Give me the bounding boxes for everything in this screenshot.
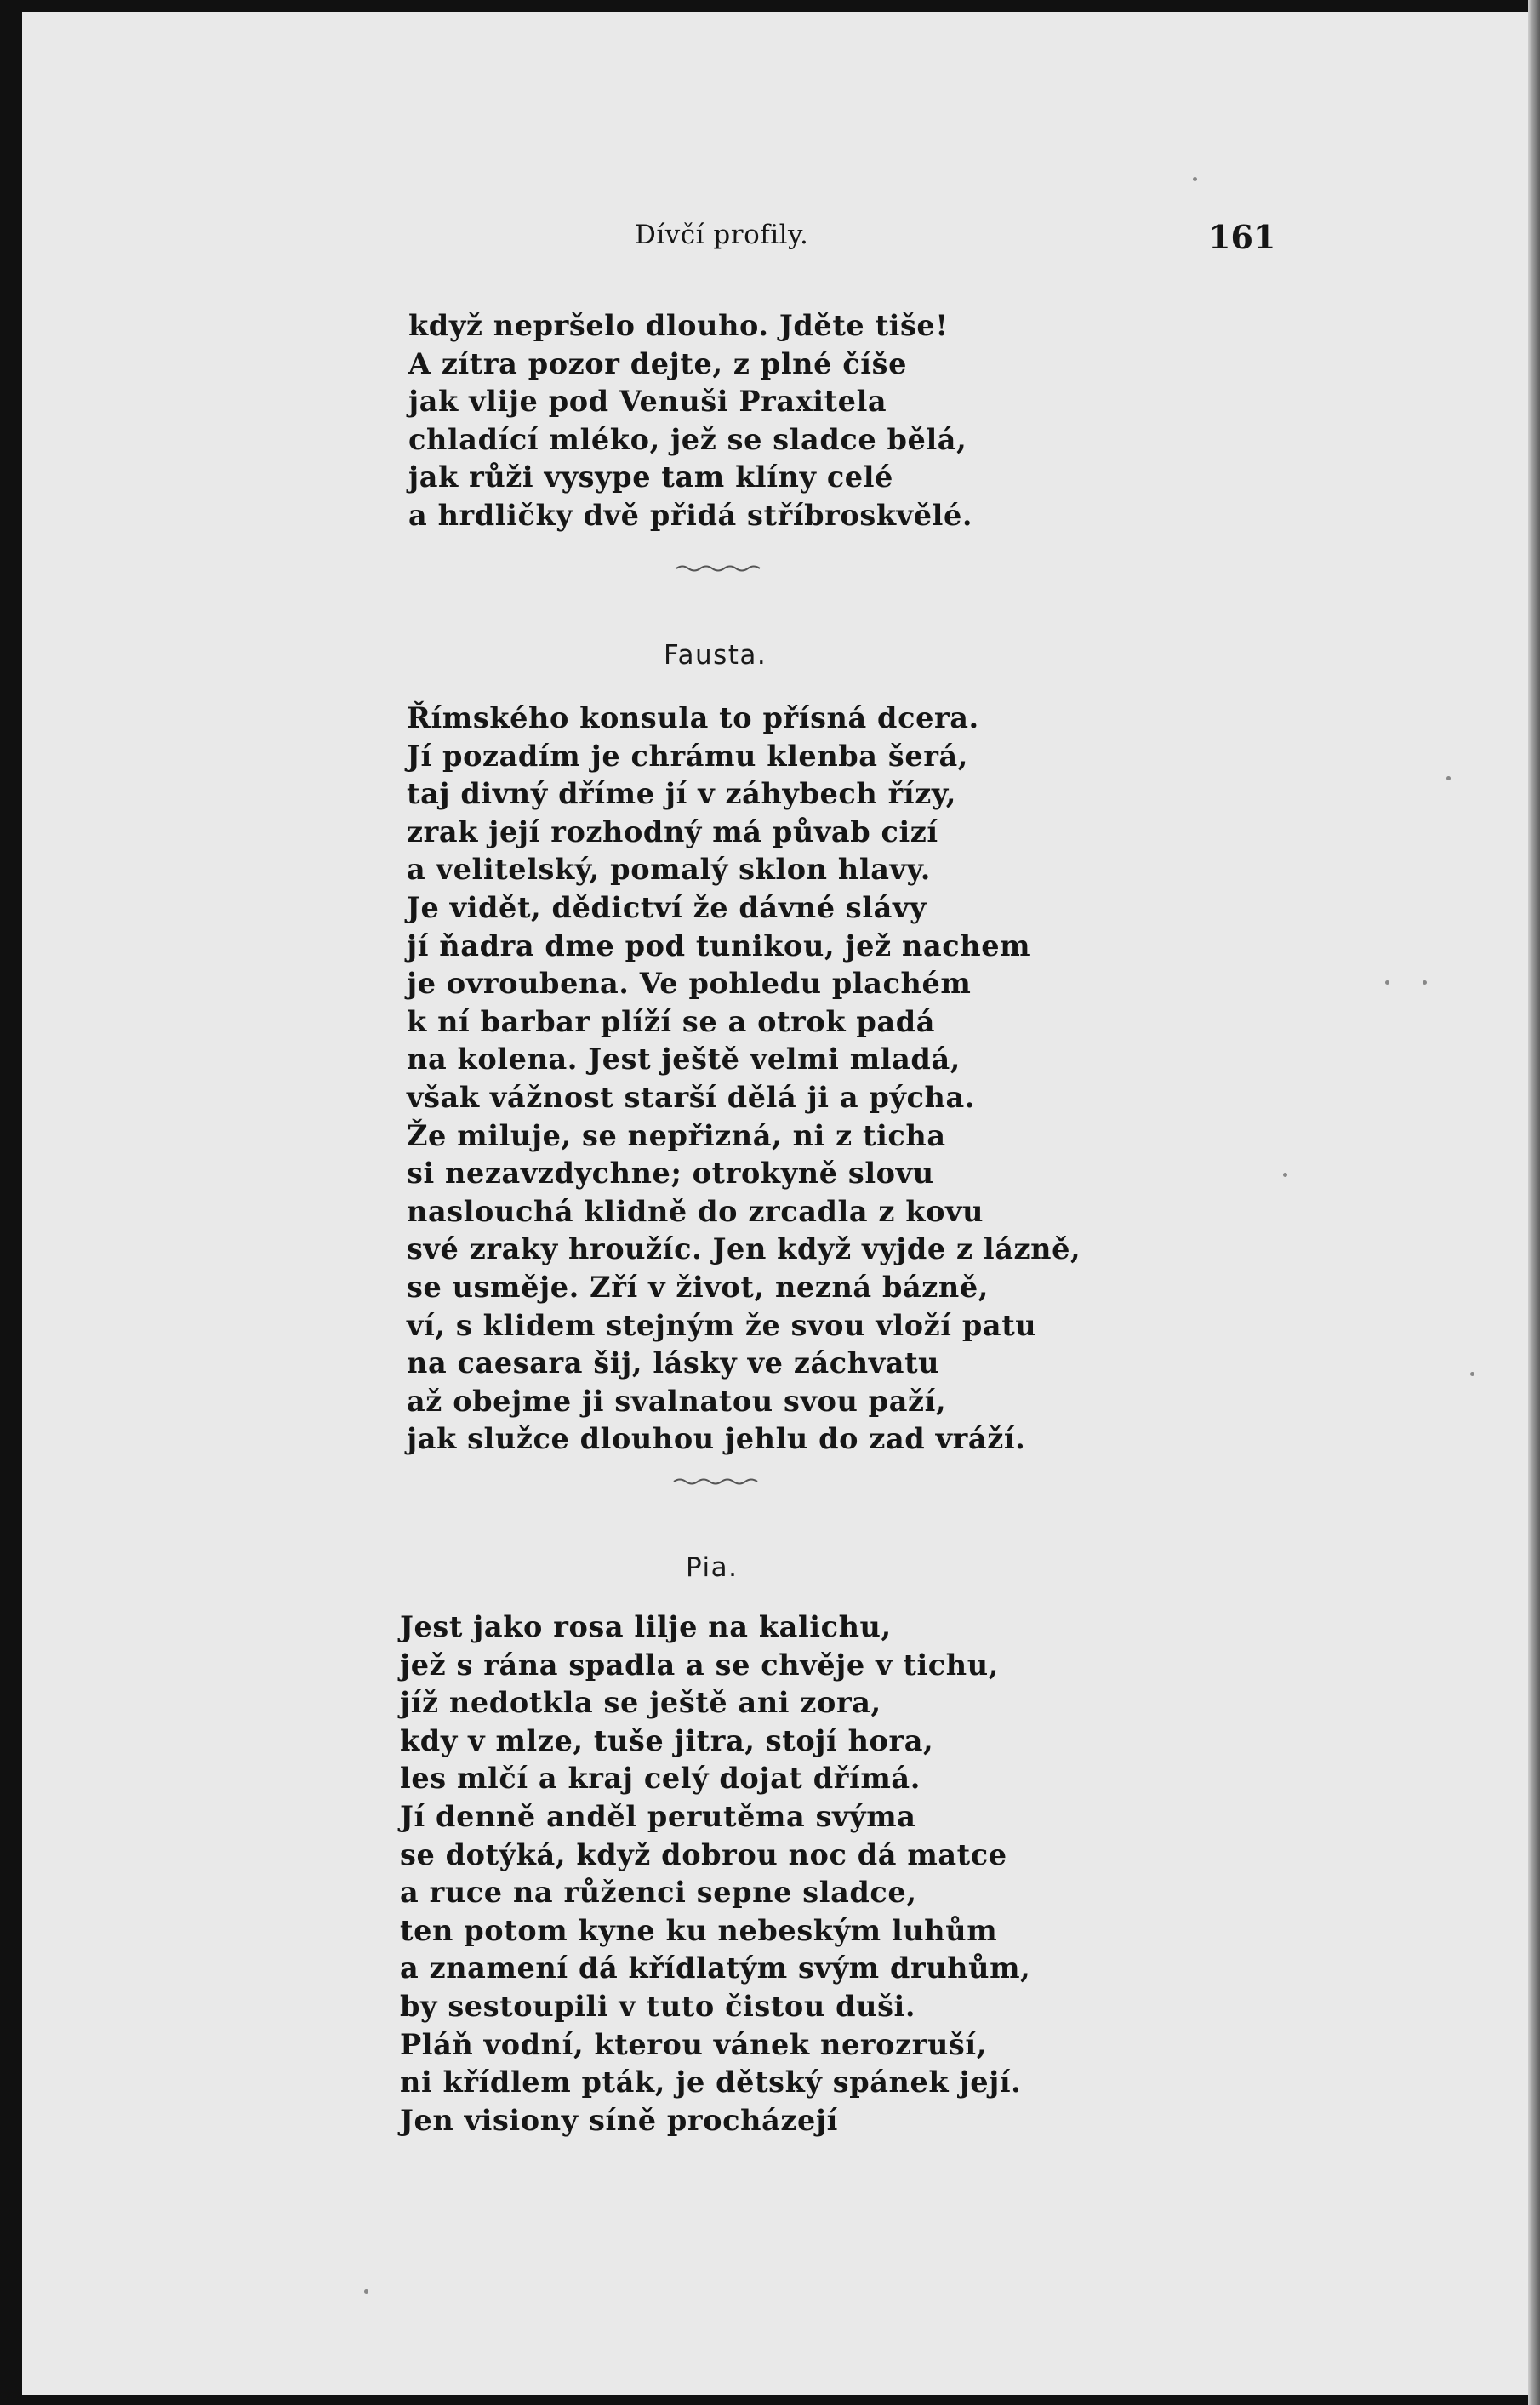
verse-line: jí ňadra dme pod tunikou, jež nachem [407, 928, 1031, 963]
verse-line: Je vidět, dědictví že dávné slávy [407, 890, 927, 924]
verse-line: a ruce na růženci sepne sladce, [400, 1876, 917, 1910]
verse-line: se usměje. Zří v život, nezná bázně, [407, 1270, 990, 1304]
verse-line: je ovroubena. Ve pohledu plachém [407, 967, 972, 1001]
dust-speck [1385, 980, 1389, 985]
page-number: 161 [1208, 218, 1276, 256]
dust-speck [1470, 1372, 1474, 1376]
verse-line: Jí denně anděl perutěma svýma [400, 1799, 916, 1833]
section-divider-ornament [675, 563, 770, 574]
dust-speck [1423, 980, 1427, 985]
dust-speck [1193, 177, 1197, 181]
running-title: Dívčí profily. [635, 220, 809, 250]
verse-line: Jen visiony síně procházejí [400, 2103, 838, 2137]
verse-line: les mlčí a kraj celý dojat dřímá. [400, 1762, 921, 1796]
page-header [0, 220, 1540, 262]
opening-stanza [408, 307, 972, 535]
verse-line: a velitelský, pomalý sklon hlavy. [407, 853, 932, 887]
poem-pia [400, 1608, 1030, 2139]
verse-line: když nepršelo dlouho. Jděte tiše! [408, 309, 949, 342]
page-edge-shadow [1528, 0, 1540, 2405]
dust-speck [1446, 776, 1451, 780]
verse-line: až obejme ji svalnatou svou paží, [407, 1384, 947, 1418]
verse-line: Římského konsula to přísná dcera. [407, 701, 979, 734]
verse-line: Pláň vodní, kterou vánek nerozruší, [400, 2027, 987, 2061]
verse-line: jak vlije pod Venuši Praxitela [408, 385, 887, 419]
section-title-fausta: Fausta. [664, 640, 767, 671]
poem-fausta [407, 700, 1081, 1459]
verse-line: ten potom kyne ku nebeským luhům [400, 1913, 998, 1947]
verse-line: chladící mléko, jež se sladce bělá, [408, 422, 967, 456]
verse-line: ni křídlem pták, je dětský spánek její. [400, 2065, 1022, 2099]
verse-line: jak služce dlouhou jehlu do zad vráží. [407, 1422, 1026, 1456]
verse-line: si nezavzdychne; otrokyně slovu [407, 1157, 934, 1191]
verse-line: kdy v mlze, tuše jitra, stojí hora, [400, 1723, 934, 1757]
verse-line: a znamení dá křídlatým svým druhům, [400, 1951, 1031, 1985]
verse-line: ví, s klidem stejným že svou vloží patu [407, 1308, 1037, 1342]
verse-line: na kolena. Jest ještě velmi mladá, [407, 1043, 961, 1077]
verse-line: A zítra pozor dejte, z plné číše [408, 346, 907, 380]
verse-line: by sestoupili v tuto čistou duši. [400, 1989, 916, 2023]
verse-line: zrak její rozhodný má půvab cizí [407, 814, 938, 848]
verse-line: na caesara šij, lásky ve záchvatu [407, 1346, 940, 1380]
verse-line: jež s rána spadla a se chvěje v tichu, [400, 1648, 999, 1682]
verse-line: však vážnost starší dělá ji a pýcha. [407, 1080, 976, 1114]
verse-line: své zraky hroužíc. Jen když vyjde z lázně, [407, 1232, 1081, 1266]
verse-line: jak růži vysype tam klíny celé [408, 460, 893, 494]
verse-line: Jest jako rosa lilje na kalichu, [400, 1610, 892, 1643]
section-title-pia: Pia. [686, 1552, 739, 1583]
dust-speck [1283, 1173, 1287, 1177]
verse-line: naslouchá klidně do zrcadla z kovu [407, 1194, 984, 1228]
verse-line: taj divný dříme jí v záhybech řízy, [407, 777, 956, 811]
verse-line: a hrdličky dvě přidá stříbroskvělé. [408, 498, 973, 532]
verse-line: jíž nedotkla se ještě ani zora, [400, 1686, 881, 1720]
dust-speck [364, 2289, 368, 2294]
section-divider-ornament [672, 1477, 767, 1487]
verse-line: Že miluje, se nepřizná, ni z ticha [407, 1118, 946, 1152]
verse-line: Jí pozadím je chrámu klenba šerá, [407, 739, 969, 773]
verse-line: se dotýká, když dobrou noc dá matce [400, 1837, 1007, 1871]
verse-line: k ní barbar plíží se a otrok padá [407, 1004, 936, 1038]
